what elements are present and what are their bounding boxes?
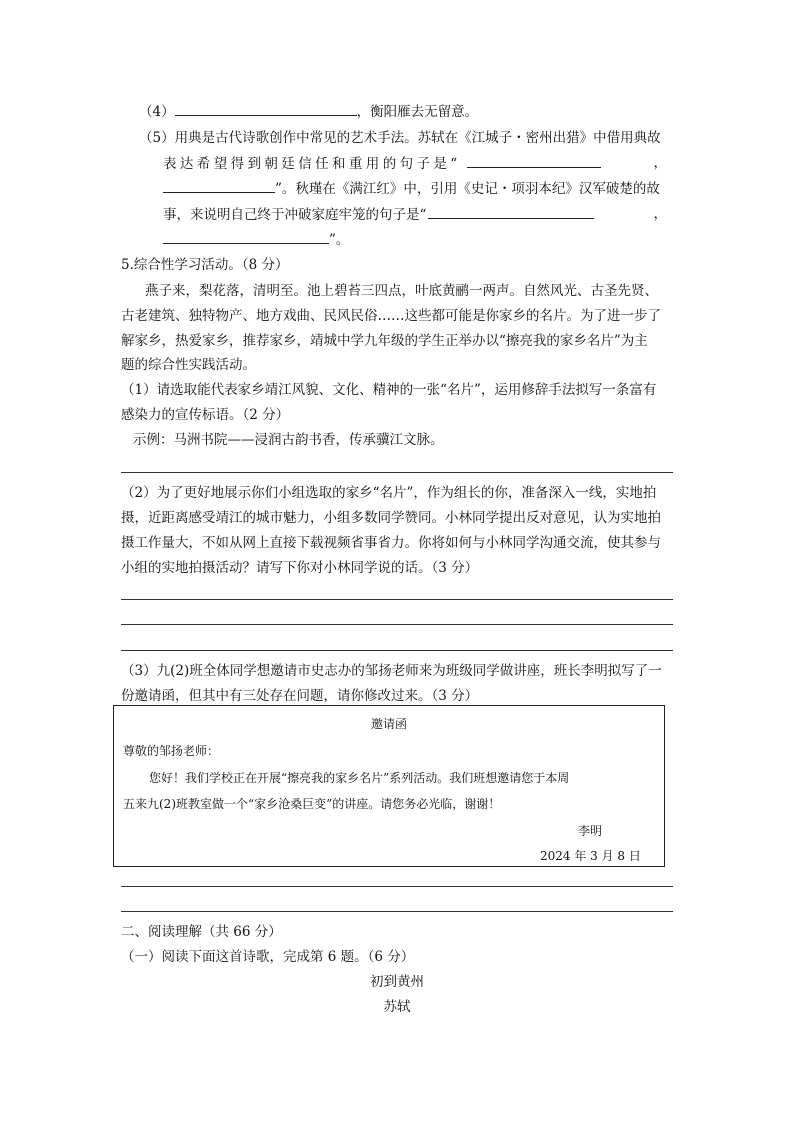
paragraph-line: 解家乡，热爱家乡，推荐家乡，靖城中学九年级的学生正举办以“擦亮我的家乡名片”为主 <box>121 333 648 349</box>
invitation-letter-box <box>113 705 665 867</box>
answer-line[interactable] <box>121 472 673 473</box>
section5-heading: 5.综合性学习活动。（8 分） <box>121 257 289 273</box>
answer-line[interactable] <box>121 886 673 887</box>
q1-prompt: 感染力的宣传标语。（2 分） <box>121 407 290 423</box>
letter-salutation: 尊敬的邹扬老师： <box>123 744 220 758</box>
letter-date: 2024 年 3 月 8 日 <box>540 849 641 863</box>
answer-blank[interactable] <box>175 101 357 116</box>
answer-blank[interactable] <box>467 153 601 168</box>
paragraph-line: 题的综合性实践活动。 <box>121 357 256 373</box>
q5-line2 <box>163 153 667 174</box>
q3-prompt: （3）九(2)班全体同学想邀请市史志办的邹扬老师来为班级同学做讲座，班长李明拟写了一 <box>121 663 662 679</box>
q2-prompt: 摄工作量大，不如从网上直接下载视频省事省力。你将如何与小林同学沟通交流，使其参与 <box>121 535 661 551</box>
q5-line1: （5）用典是古代诗歌创作中常见的艺术手法。苏轼在《江城子・密州出猎》中借用典故 <box>139 130 661 146</box>
q4-line <box>139 101 478 122</box>
q4-tail: ，衡阳雁去无留意。 <box>356 104 479 120</box>
answer-line[interactable] <box>121 599 673 600</box>
letter-body-line: 五来九(2)班教室做一个“家乡沧桑巨变”的讲座。请您务必光临，谢谢！ <box>123 797 501 811</box>
paragraph-line: 燕子来，梨花落，清明至。池上碧苔三四点，叶底黄鹂一两声。自然风光、古圣先贤、 <box>145 283 658 299</box>
paragraph-line: 古老建筑、独特物产、地方戏曲、民风民俗……这些都可能是你家乡的名片。为了进一步了 <box>121 308 661 324</box>
q2-prompt: 小组的实地拍摄活动？请写下你对小林同学说的话。（3 分） <box>121 560 479 576</box>
q5-line4-text: 事，来说明自己终于冲破家庭牢笼的句子是“ <box>163 207 427 223</box>
q5-comma: ， <box>653 206 667 222</box>
q5-line3 <box>163 178 660 199</box>
answer-line[interactable] <box>121 650 673 651</box>
q5-line2-text: 表达希望得到朝廷信任和重用的句子是“ <box>163 156 461 172</box>
part2-heading: 二、阅读理解（共 66 分） <box>121 924 282 940</box>
answer-line[interactable] <box>121 624 673 625</box>
q5-line3-text: ”。秋瑾在《满江红》中，引用《史记・项羽本纪》汉军破楚的故 <box>275 181 660 197</box>
poem-title: 初到黄州 <box>370 974 424 990</box>
answer-blank[interactable] <box>428 204 594 219</box>
q2-prompt: （2）为了更好地展示你们小组选取的家乡“名片”，作为组长的你，准备深入一线，实地拍 <box>121 485 657 501</box>
answer-blank[interactable] <box>163 178 275 193</box>
q5-line5-text: ”。 <box>329 232 350 248</box>
letter-title: 邀请函 <box>370 717 407 731</box>
answer-blank[interactable] <box>163 229 329 244</box>
q1-prompt: （1）请选取能代表家乡靖江风貌、文化、精神的一张“名片”，运用修辞手法拟写一条富有 <box>121 382 657 398</box>
q4-number: （4） <box>139 104 175 120</box>
q1-example: 示例：马洲书院——浸润古韵书香，传承骥江文脉。 <box>133 432 444 448</box>
letter-body-line: 您好！我们学校正在开展“擦亮我的家乡名片”系列活动。我们班想邀请您于本周 <box>149 771 570 785</box>
q5-line5 <box>163 229 349 250</box>
part2-subheading: （一）阅读下面这首诗歌，完成第 6 题。（6 分） <box>121 949 415 965</box>
letter-signature: 李明 <box>578 824 603 838</box>
q5-comma: ， <box>653 155 667 171</box>
answer-line[interactable] <box>121 911 673 912</box>
poem-author: 苏轼 <box>383 999 411 1015</box>
q3-prompt: 份邀请函，但其中有三处存在问题，请你修改过来。（3 分） <box>121 688 479 704</box>
q5-line4 <box>163 204 667 225</box>
q2-prompt: 摄，近距离感受靖江的城市魅力，小组多数同学赞同。小林同学提出反对意见，认为实地拍 <box>121 510 661 526</box>
